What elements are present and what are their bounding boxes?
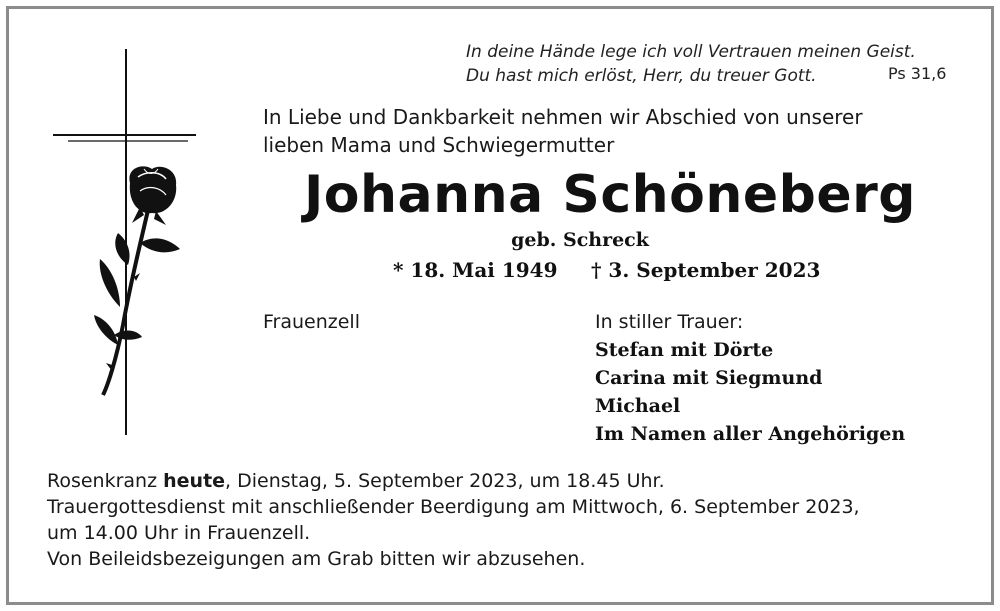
deceased-name: Johanna Schöneberg <box>303 165 917 225</box>
mourner-name: Carina mit Siegmund <box>595 367 823 389</box>
intro-text <box>263 103 943 159</box>
service-line-1: Trauergottesdienst mit anschließender Beerdigung am Mittwoch, 6. September 2023, <box>47 496 860 518</box>
service-line-2: um 14.00 Uhr in Frauenzell. <box>47 522 311 544</box>
mourner-name: Im Namen aller Angehörigen <box>595 423 906 445</box>
rosary-today: heute <box>163 470 226 492</box>
mourners-heading: In stiller Trauer: <box>595 311 744 333</box>
maiden-name: geb. Schreck <box>511 229 649 251</box>
place-name: Frauenzell <box>263 311 360 333</box>
rosary-details: , Dienstag, 5. September 2023, um 18.45 Uhr. <box>225 470 665 492</box>
intro-line-1: In Liebe und Dankbarkeit nehmen wir Abschied von unserer <box>263 105 863 129</box>
mourners-list <box>595 336 905 448</box>
birth-date: * 18. Mai 1949 <box>393 258 558 282</box>
mourner-name: Stefan mit Dörte <box>595 339 774 361</box>
quote-line-1: In deine Hände lege ich voll Vertrauen meinen Geist. <box>466 42 916 62</box>
condolence-note: Von Beileidsbezeigungen am Grab bitten wir abzusehen. <box>47 548 586 570</box>
rosary-line <box>47 468 967 494</box>
quote-reference: Ps 31,6 <box>888 64 947 83</box>
quote-line-2: Du hast mich erlöst, Herr, du treuer Gott. <box>466 66 817 86</box>
intro-line-2: lieben Mama und Schwiegermutter <box>263 133 615 157</box>
mourner-name: Michael <box>595 395 681 417</box>
service-details <box>47 468 967 572</box>
cross-with-rose-icon <box>48 45 208 440</box>
rosary-prefix: Rosenkranz <box>47 470 164 492</box>
death-date: † 3. September 2023 <box>591 258 821 282</box>
bible-quote <box>466 40 956 88</box>
